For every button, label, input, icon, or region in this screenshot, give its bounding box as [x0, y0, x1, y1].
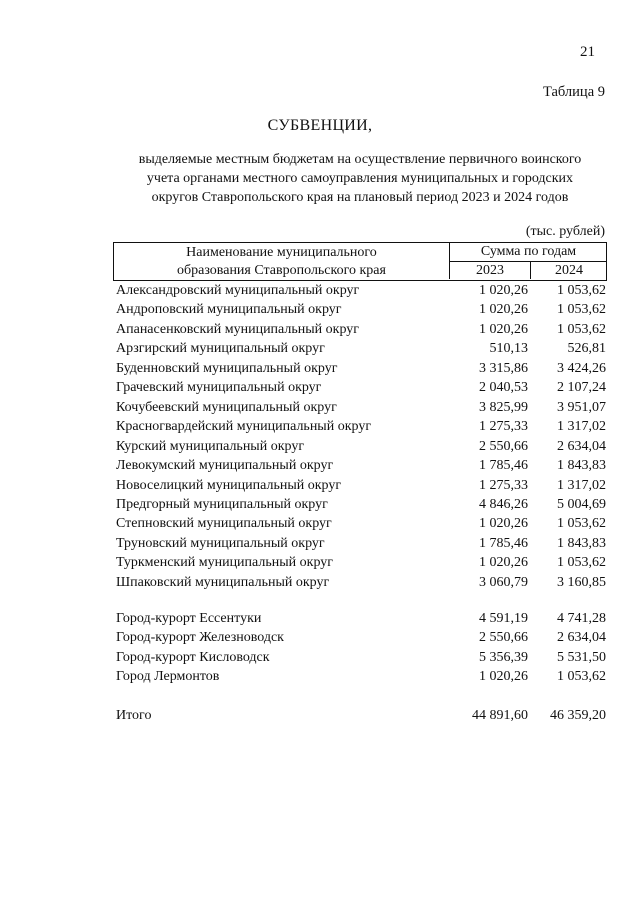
value-2023: 3 315,86 — [479, 361, 528, 376]
row-name: Шпаковский муниципальный округ — [116, 575, 330, 590]
row-name: Новоселицкий муниципальный округ — [116, 478, 342, 493]
table-label: Таблица 9 — [542, 84, 605, 100]
value-2024: 5 531,50 — [557, 650, 606, 665]
header-name-line: Наименование муниципального — [186, 245, 377, 260]
row-name: Труновский муниципальный округ — [116, 536, 325, 551]
value-2023: 2 040,53 — [479, 380, 528, 395]
row-name: Туркменский муниципальный округ — [116, 555, 333, 570]
row-name: Город-курорт Кисловодск — [116, 650, 270, 665]
table-row — [116, 555, 606, 574]
value-2023: 2 550,66 — [479, 439, 528, 454]
table-row — [116, 630, 606, 649]
value-2024: 1 053,62 — [557, 283, 606, 298]
value-2024: 2 634,04 — [557, 439, 606, 454]
table-row — [116, 380, 606, 399]
value-2024: 1 053,62 — [557, 322, 606, 337]
value-2023: 2 550,66 — [479, 630, 528, 645]
value-2023: 1 020,26 — [479, 302, 528, 317]
header-name-line: образования Ставропольского края — [177, 263, 386, 278]
value-2024: 1 843,83 — [557, 536, 606, 551]
table-row — [116, 575, 606, 594]
value-2023: 4 846,26 — [479, 497, 528, 512]
value-2024: 46 359,20 — [550, 708, 606, 723]
value-2024: 3 951,07 — [557, 400, 606, 415]
table-row — [116, 478, 606, 497]
row-name: Красногвардейский муниципальный округ — [116, 419, 372, 434]
table-row — [116, 439, 606, 458]
value-2023: 1 020,26 — [479, 283, 528, 298]
header-name-column — [114, 243, 449, 280]
value-2023: 1 020,26 — [479, 669, 528, 684]
table-header — [113, 242, 607, 281]
value-2023: 1 275,33 — [479, 419, 528, 434]
row-name: Предгорный муниципальный округ — [116, 497, 328, 512]
table-row — [116, 341, 606, 360]
units-label: (тыс. рублей) — [525, 224, 605, 239]
table-row — [116, 536, 606, 555]
row-name: Итого — [116, 708, 152, 723]
row-name: Город Лермонтов — [116, 669, 220, 684]
value-2023: 3 825,99 — [479, 400, 528, 415]
table-row — [116, 669, 606, 688]
row-name: Андроповский муниципальный округ — [116, 302, 342, 317]
row-name: Кочубеевский муниципальный округ — [116, 400, 337, 415]
value-2023: 44 891,60 — [472, 708, 528, 723]
table-row — [116, 650, 606, 669]
row-name: Город-курорт Железноводск — [116, 630, 284, 645]
header-year-2023: 2023 — [476, 263, 504, 278]
table-row — [116, 516, 606, 535]
table-row — [116, 302, 606, 321]
value-2024: 4 741,28 — [557, 611, 606, 626]
value-2023: 1 785,46 — [479, 458, 528, 473]
subtitle-line: округов Ставропольского края на плановый период 2023 и 2024 годов — [151, 190, 569, 205]
table-row — [116, 419, 606, 438]
value-2024: 2 107,24 — [557, 380, 606, 395]
row-name: Курский муниципальный округ — [116, 439, 305, 454]
value-2024: 526,81 — [567, 341, 606, 356]
subtitle-line: учета органами местного самоуправления муниципальных и городских — [146, 171, 574, 186]
value-2024: 5 004,69 — [557, 497, 606, 512]
table-row — [116, 458, 606, 477]
table-row — [116, 322, 606, 341]
table-row — [116, 611, 606, 630]
row-name: Апанасенковский муниципальный округ — [116, 322, 360, 337]
value-2024: 1 317,02 — [557, 419, 606, 434]
row-name: Степновский муниципальный округ — [116, 516, 332, 531]
value-2023: 1 020,26 — [479, 322, 528, 337]
row-name: Город-курорт Ессентуки — [116, 611, 262, 626]
value-2024: 1 053,62 — [557, 555, 606, 570]
value-2023: 3 060,79 — [479, 575, 528, 590]
row-name: Буденновский муниципальный округ — [116, 361, 338, 376]
value-2023: 4 591,19 — [479, 611, 528, 626]
value-2024: 3 424,26 — [557, 361, 606, 376]
value-2024: 1 053,62 — [557, 516, 606, 531]
table-row — [116, 361, 606, 380]
value-2023: 5 356,39 — [479, 650, 528, 665]
table-row — [116, 497, 606, 516]
header-year-2024: 2024 — [555, 263, 583, 278]
value-2024: 1 053,62 — [557, 302, 606, 317]
row-name: Грачевский муниципальный округ — [116, 380, 322, 395]
page-number: 21 — [580, 44, 595, 60]
subtitle-line: выделяемые местным бюджетам на осуществление первичного воинского — [138, 152, 582, 167]
header-sum-label: Сумма по годам — [480, 244, 577, 259]
row-name: Левокумский муниципальный округ — [116, 458, 334, 473]
document-subtitle — [100, 150, 620, 207]
value-2023: 1 020,26 — [479, 516, 528, 531]
row-name: Арзгирский муниципальный округ — [116, 341, 325, 356]
value-2024: 1 843,83 — [557, 458, 606, 473]
value-2024: 1 317,02 — [557, 478, 606, 493]
row-name: Александровский муниципальный округ — [116, 283, 360, 298]
table-row — [116, 400, 606, 419]
value-2024: 3 160,85 — [557, 575, 606, 590]
value-2024: 2 634,04 — [557, 630, 606, 645]
value-2024: 1 053,62 — [557, 669, 606, 684]
value-2023: 1 275,33 — [479, 478, 528, 493]
table-row — [116, 283, 606, 302]
value-2023: 510,13 — [489, 341, 528, 356]
header-divider — [449, 261, 606, 262]
value-2023: 1 785,46 — [479, 536, 528, 551]
total-row — [116, 708, 606, 727]
document-title: СУБВЕНЦИИ, — [267, 117, 373, 134]
value-2023: 1 020,26 — [479, 555, 528, 570]
